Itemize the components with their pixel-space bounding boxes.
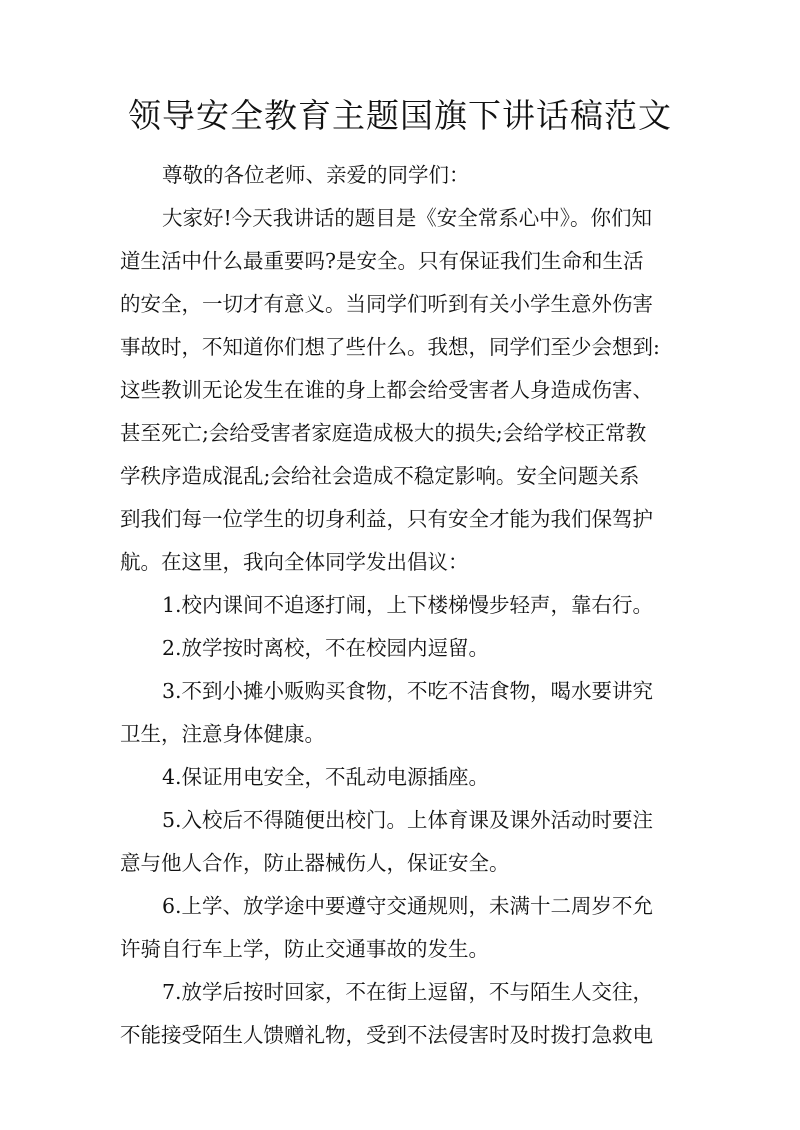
list-item-7-continued: 不能接受陌生人馈赠礼物，受到不法侵害时及时拨打急救电 [120, 1023, 653, 1047]
list-item-3: 3.不到小摊小贩购买食物，不吃不洁食物，喝水要讲究 [162, 679, 654, 703]
list-item-5-continued: 意与他人合作，防止器械伤人，保证安全。 [120, 851, 510, 875]
paragraph-line: 道生活中什么最重要吗?是安全。只有保证我们生命和生活 [120, 249, 644, 273]
paragraph-line: 甚至死亡;会给受害者家庭造成极大的损失;会给学校正常教 [120, 421, 647, 445]
paragraph-line: 大家好!今天我讲话的题目是《安全常系心中》。你们知 [162, 206, 652, 230]
paragraph-line: 航。在这里，我向全体同学发出倡议： [120, 550, 469, 574]
paragraph-line: 这些教训无论发生在谁的身上都会给受害者人身造成伤害、 [120, 378, 653, 402]
list-item-7: 7.放学后按时回家，不在街上逗留，不与陌生人交往， [162, 980, 654, 1004]
list-item-6: 6.上学、放学途中要遵守交通规则，未满十二周岁不允 [162, 894, 654, 918]
paragraph-line: 学秩序造成混乱;会给社会造成不稳定影响。安全问题关系 [120, 464, 640, 488]
paragraph-line: 到我们每一位学生的切身利益，只有安全才能为我们保驾护 [120, 507, 653, 531]
paragraph-line: 事故时，不知道你们想了些什么。我想，同学们至少会想到: [120, 335, 660, 359]
page-title: 领导安全教育主题国旗下讲话稿范文 [128, 96, 672, 135]
list-item-5: 5.入校后不得随便出校门。上体育课及课外活动时要注 [162, 808, 654, 832]
list-item-6-continued: 许骑自行车上学，防止交通事故的发生。 [120, 937, 489, 961]
list-item-1: 1.校内课间不追逐打闹，上下楼梯慢步轻声，靠右行。 [162, 593, 654, 617]
greeting-line: 尊敬的各位老师、亲爱的同学们： [162, 163, 470, 187]
list-item-4: 4.保证用电安全，不乱动电源插座。 [162, 765, 490, 789]
list-item-2: 2.放学按时离校，不在校园内逗留。 [162, 636, 490, 660]
list-item-3-continued: 卫生，注意身体健康。 [120, 722, 325, 746]
paragraph-line: 的安全，一切才有意义。当同学们听到有关小学生意外伤害 [120, 292, 653, 316]
